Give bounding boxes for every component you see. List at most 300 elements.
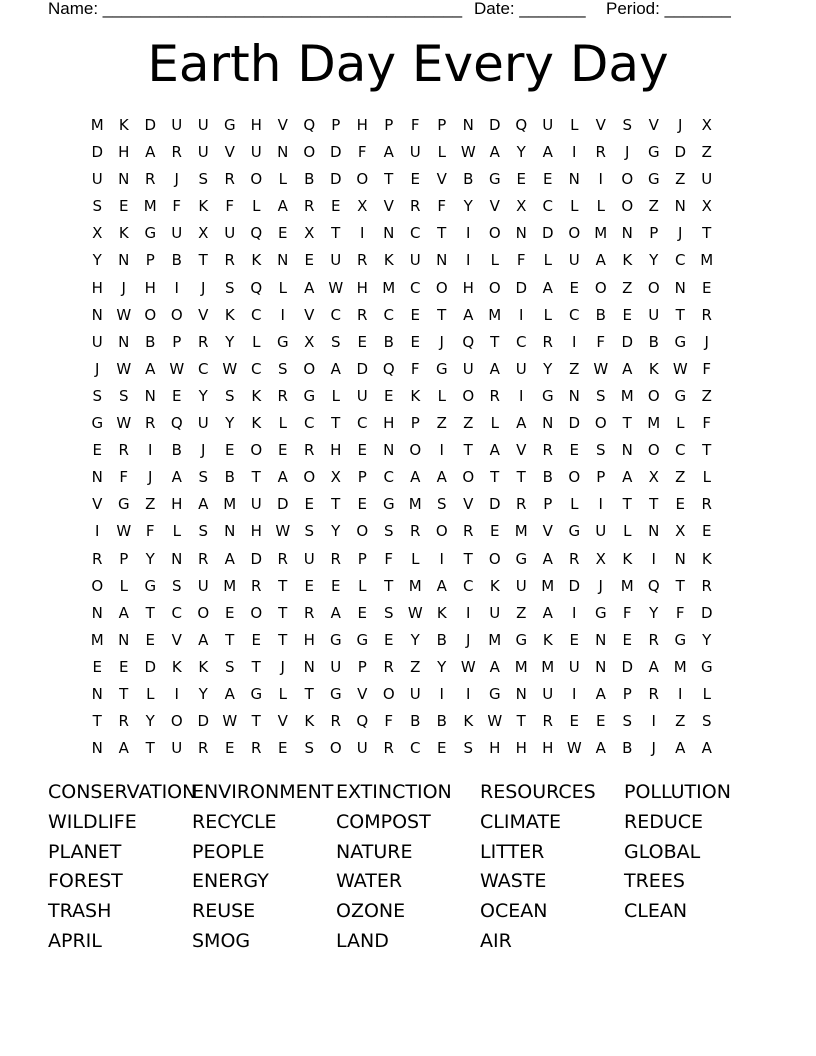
- grid-letter[interactable]: V: [198, 305, 209, 324]
- grid-letter[interactable]: V: [542, 522, 553, 541]
- grid-letter[interactable]: I: [439, 441, 444, 460]
- grid-letter[interactable]: K: [463, 712, 474, 731]
- grid-letter[interactable]: N: [118, 332, 130, 351]
- grid-letter[interactable]: A: [436, 468, 447, 487]
- grid-letter[interactable]: K: [251, 251, 262, 270]
- grid-letter[interactable]: A: [622, 468, 633, 487]
- grid-letter[interactable]: B: [171, 441, 182, 460]
- grid-letter[interactable]: T: [304, 684, 314, 703]
- grid-letter[interactable]: S: [622, 712, 633, 731]
- grid-letter[interactable]: P: [357, 549, 367, 568]
- grid-letter[interactable]: O: [170, 305, 183, 324]
- grid-letter[interactable]: A: [675, 739, 686, 758]
- grid-letter[interactable]: F: [172, 197, 182, 216]
- grid-letter[interactable]: S: [224, 386, 235, 405]
- grid-letter[interactable]: M: [647, 414, 661, 433]
- grid-letter[interactable]: R: [198, 332, 209, 351]
- grid-letter[interactable]: T: [490, 468, 500, 487]
- grid-letter[interactable]: R: [701, 495, 712, 514]
- grid-letter[interactable]: U: [330, 657, 342, 676]
- grid-letter[interactable]: F: [225, 197, 235, 216]
- grid-letter[interactable]: E: [304, 576, 314, 595]
- grid-letter[interactable]: H: [542, 739, 554, 758]
- grid-letter[interactable]: I: [174, 684, 179, 703]
- grid-letter[interactable]: G: [515, 549, 528, 568]
- grid-letter[interactable]: D: [276, 495, 289, 514]
- grid-letter[interactable]: L: [702, 684, 711, 703]
- grid-letter[interactable]: O: [568, 224, 581, 243]
- grid-letter[interactable]: O: [594, 278, 607, 297]
- grid-letter[interactable]: S: [277, 359, 288, 378]
- grid-letter[interactable]: F: [596, 332, 606, 351]
- grid-letter[interactable]: J: [121, 278, 126, 297]
- grid-letter[interactable]: X: [198, 224, 209, 243]
- grid-letter[interactable]: D: [568, 576, 581, 595]
- grid-letter[interactable]: G: [250, 684, 263, 703]
- grid-letter[interactable]: V: [357, 684, 368, 703]
- grid-letter[interactable]: Q: [170, 414, 183, 433]
- grid-letter[interactable]: Q: [250, 278, 263, 297]
- grid-letter[interactable]: P: [410, 414, 420, 433]
- grid-letter[interactable]: B: [463, 170, 474, 189]
- grid-letter[interactable]: A: [224, 684, 235, 703]
- grid-letter[interactable]: I: [572, 684, 577, 703]
- grid-letter[interactable]: E: [543, 170, 553, 189]
- grid-letter[interactable]: N: [224, 522, 236, 541]
- grid-letter[interactable]: W: [672, 359, 688, 378]
- grid-letter[interactable]: K: [701, 549, 712, 568]
- grid-letter[interactable]: L: [543, 305, 552, 324]
- grid-letter[interactable]: D: [515, 278, 528, 297]
- grid-letter[interactable]: U: [462, 359, 474, 378]
- grid-letter[interactable]: A: [410, 468, 421, 487]
- grid-letter[interactable]: L: [570, 197, 579, 216]
- grid-letter[interactable]: R: [383, 657, 394, 676]
- grid-letter[interactable]: R: [542, 712, 553, 731]
- grid-letter[interactable]: A: [383, 143, 394, 162]
- grid-letter[interactable]: W: [328, 278, 344, 297]
- grid-letter[interactable]: G: [674, 630, 687, 649]
- grid-letter[interactable]: W: [169, 359, 185, 378]
- grid-letter[interactable]: V: [171, 630, 182, 649]
- grid-letter[interactable]: U: [595, 522, 607, 541]
- grid-letter[interactable]: E: [225, 441, 235, 460]
- date-field[interactable]: Date: _______: [474, 0, 586, 18]
- grid-letter[interactable]: D: [356, 359, 369, 378]
- grid-letter[interactable]: M: [488, 630, 502, 649]
- grid-letter[interactable]: U: [197, 143, 209, 162]
- grid-letter[interactable]: S: [622, 116, 633, 134]
- grid-letter[interactable]: T: [622, 495, 632, 514]
- grid-letter[interactable]: H: [356, 116, 368, 134]
- grid-letter[interactable]: B: [171, 251, 182, 270]
- grid-letter[interactable]: T: [516, 712, 526, 731]
- grid-letter[interactable]: K: [198, 657, 209, 676]
- grid-letter[interactable]: M: [90, 116, 104, 134]
- grid-letter[interactable]: P: [596, 468, 606, 487]
- grid-letter[interactable]: Z: [701, 386, 712, 405]
- grid-letter[interactable]: U: [250, 495, 262, 514]
- grid-letter[interactable]: A: [595, 739, 606, 758]
- grid-letter[interactable]: N: [277, 143, 289, 162]
- grid-letter[interactable]: B: [542, 468, 553, 487]
- grid-letter[interactable]: E: [437, 739, 447, 758]
- grid-letter[interactable]: G: [144, 576, 157, 595]
- grid-letter[interactable]: W: [460, 657, 476, 676]
- grid-letter[interactable]: K: [171, 657, 182, 676]
- grid-letter[interactable]: A: [145, 143, 156, 162]
- grid-letter[interactable]: J: [625, 143, 630, 162]
- grid-letter[interactable]: U: [489, 603, 501, 622]
- grid-letter[interactable]: E: [331, 197, 341, 216]
- grid-letter[interactable]: P: [172, 332, 182, 351]
- grid-letter[interactable]: A: [277, 468, 288, 487]
- grid-letter[interactable]: S: [595, 441, 606, 460]
- grid-letter[interactable]: N: [568, 386, 580, 405]
- grid-letter[interactable]: P: [649, 224, 659, 243]
- grid-letter[interactable]: O: [303, 143, 316, 162]
- grid-letter[interactable]: E: [304, 495, 314, 514]
- grid-letter[interactable]: R: [330, 549, 341, 568]
- grid-letter[interactable]: J: [95, 359, 100, 378]
- grid-letter[interactable]: I: [466, 251, 471, 270]
- grid-letter[interactable]: D: [329, 170, 342, 189]
- grid-letter[interactable]: C: [569, 305, 580, 324]
- grid-letter[interactable]: M: [514, 657, 528, 676]
- grid-letter[interactable]: U: [91, 170, 103, 189]
- grid-letter[interactable]: Z: [569, 359, 580, 378]
- grid-letter[interactable]: G: [435, 359, 448, 378]
- grid-letter[interactable]: Z: [436, 414, 447, 433]
- grid-letter[interactable]: T: [384, 170, 394, 189]
- grid-letter[interactable]: E: [384, 386, 394, 405]
- grid-letter[interactable]: N: [118, 630, 130, 649]
- grid-letter[interactable]: L: [146, 684, 155, 703]
- grid-letter[interactable]: D: [329, 143, 342, 162]
- grid-letter[interactable]: T: [675, 305, 685, 324]
- grid-letter[interactable]: R: [277, 549, 288, 568]
- grid-letter[interactable]: Z: [675, 468, 686, 487]
- grid-letter[interactable]: T: [702, 224, 712, 243]
- grid-letter[interactable]: T: [251, 712, 261, 731]
- grid-letter[interactable]: H: [250, 522, 262, 541]
- grid-letter[interactable]: K: [622, 251, 633, 270]
- grid-letter[interactable]: B: [436, 712, 447, 731]
- grid-letter[interactable]: R: [516, 495, 527, 514]
- grid-letter[interactable]: J: [174, 170, 179, 189]
- grid-letter[interactable]: U: [515, 576, 527, 595]
- grid-letter[interactable]: R: [595, 143, 606, 162]
- grid-letter[interactable]: U: [91, 332, 103, 351]
- grid-letter[interactable]: T: [437, 305, 447, 324]
- grid-letter[interactable]: F: [384, 712, 394, 731]
- grid-letter[interactable]: N: [674, 197, 686, 216]
- grid-letter[interactable]: E: [278, 224, 288, 243]
- grid-letter[interactable]: J: [678, 116, 683, 134]
- grid-letter[interactable]: V: [516, 441, 527, 460]
- grid-letter[interactable]: H: [356, 278, 368, 297]
- grid-letter[interactable]: E: [410, 170, 420, 189]
- grid-letter[interactable]: W: [460, 143, 476, 162]
- grid-letter[interactable]: U: [197, 576, 209, 595]
- grid-letter[interactable]: S: [224, 278, 235, 297]
- grid-letter[interactable]: O: [568, 468, 581, 487]
- grid-letter[interactable]: Z: [675, 170, 686, 189]
- grid-letter[interactable]: T: [278, 603, 288, 622]
- grid-letter[interactable]: W: [275, 522, 291, 541]
- grid-letter[interactable]: I: [466, 603, 471, 622]
- grid-letter[interactable]: U: [542, 684, 554, 703]
- grid-letter[interactable]: S: [595, 386, 606, 405]
- grid-letter[interactable]: E: [490, 522, 500, 541]
- grid-letter[interactable]: U: [303, 549, 315, 568]
- grid-letter[interactable]: X: [92, 224, 103, 243]
- grid-letter[interactable]: N: [277, 251, 289, 270]
- grid-letter[interactable]: T: [198, 251, 208, 270]
- grid-letter[interactable]: B: [410, 712, 421, 731]
- grid-letter[interactable]: F: [622, 603, 632, 622]
- grid-letter[interactable]: E: [225, 739, 235, 758]
- grid-letter[interactable]: M: [408, 576, 422, 595]
- grid-letter[interactable]: T: [516, 468, 526, 487]
- grid-letter[interactable]: V: [648, 116, 659, 134]
- grid-letter[interactable]: O: [594, 414, 607, 433]
- grid-letter[interactable]: T: [331, 495, 341, 514]
- grid-letter[interactable]: D: [91, 143, 104, 162]
- grid-letter[interactable]: E: [384, 630, 394, 649]
- grid-letter[interactable]: U: [197, 116, 209, 134]
- grid-letter[interactable]: U: [542, 116, 554, 134]
- grid-letter[interactable]: M: [382, 278, 396, 297]
- grid-letter[interactable]: G: [117, 495, 130, 514]
- grid-letter[interactable]: R: [357, 251, 368, 270]
- grid-letter[interactable]: U: [409, 684, 421, 703]
- grid-letter[interactable]: E: [357, 495, 367, 514]
- grid-letter[interactable]: O: [488, 549, 501, 568]
- grid-letter[interactable]: O: [329, 739, 342, 758]
- grid-letter[interactable]: M: [541, 576, 555, 595]
- grid-letter[interactable]: S: [224, 657, 235, 676]
- grid-letter[interactable]: R: [304, 197, 315, 216]
- grid-letter[interactable]: I: [174, 278, 179, 297]
- grid-letter[interactable]: K: [410, 386, 421, 405]
- grid-letter[interactable]: N: [462, 116, 474, 134]
- grid-letter[interactable]: Y: [225, 414, 235, 433]
- grid-letter[interactable]: G: [594, 603, 607, 622]
- grid-letter[interactable]: V: [92, 495, 103, 514]
- grid-letter[interactable]: R: [304, 603, 315, 622]
- grid-letter[interactable]: E: [569, 630, 579, 649]
- grid-letter[interactable]: R: [410, 197, 421, 216]
- grid-letter[interactable]: L: [278, 414, 287, 433]
- grid-letter[interactable]: S: [304, 522, 315, 541]
- grid-letter[interactable]: D: [488, 495, 501, 514]
- grid-letter[interactable]: U: [409, 143, 421, 162]
- grid-letter[interactable]: U: [330, 251, 342, 270]
- grid-letter[interactable]: K: [622, 549, 633, 568]
- grid-letter[interactable]: F: [119, 468, 129, 487]
- grid-letter[interactable]: B: [304, 170, 315, 189]
- grid-letter[interactable]: C: [251, 305, 262, 324]
- grid-letter[interactable]: X: [304, 224, 315, 243]
- grid-letter[interactable]: V: [383, 197, 394, 216]
- grid-letter[interactable]: R: [118, 712, 129, 731]
- grid-letter[interactable]: Z: [410, 657, 421, 676]
- grid-letter[interactable]: X: [304, 332, 315, 351]
- grid-letter[interactable]: J: [280, 657, 285, 676]
- grid-letter[interactable]: X: [675, 522, 686, 541]
- grid-letter[interactable]: K: [542, 630, 553, 649]
- grid-letter[interactable]: B: [595, 305, 606, 324]
- grid-letter[interactable]: R: [145, 170, 156, 189]
- grid-letter[interactable]: G: [568, 522, 581, 541]
- grid-letter[interactable]: L: [623, 522, 632, 541]
- grid-letter[interactable]: H: [330, 441, 342, 460]
- grid-letter[interactable]: R: [542, 441, 553, 460]
- grid-letter[interactable]: H: [303, 630, 315, 649]
- grid-letter[interactable]: J: [439, 332, 444, 351]
- grid-letter[interactable]: Y: [649, 603, 659, 622]
- grid-letter[interactable]: G: [647, 143, 660, 162]
- grid-letter[interactable]: B: [648, 332, 659, 351]
- grid-letter[interactable]: Y: [437, 657, 447, 676]
- grid-letter[interactable]: E: [92, 657, 102, 676]
- grid-letter[interactable]: Y: [516, 143, 526, 162]
- grid-letter[interactable]: W: [407, 603, 423, 622]
- grid-letter[interactable]: L: [278, 684, 287, 703]
- grid-letter[interactable]: Z: [675, 712, 686, 731]
- grid-letter[interactable]: G: [382, 495, 395, 514]
- grid-letter[interactable]: O: [382, 684, 395, 703]
- grid-letter[interactable]: Y: [331, 522, 341, 541]
- grid-letter[interactable]: Y: [463, 197, 473, 216]
- grid-letter[interactable]: W: [116, 359, 132, 378]
- grid-letter[interactable]: T: [251, 657, 261, 676]
- grid-letter[interactable]: L: [278, 278, 287, 297]
- grid-letter[interactable]: K: [118, 224, 129, 243]
- grid-letter[interactable]: P: [145, 251, 155, 270]
- grid-letter[interactable]: N: [303, 657, 315, 676]
- grid-letter[interactable]: J: [678, 224, 683, 243]
- grid-letter[interactable]: W: [116, 305, 132, 324]
- grid-letter[interactable]: O: [462, 468, 475, 487]
- grid-letter[interactable]: E: [410, 332, 420, 351]
- grid-letter[interactable]: C: [198, 359, 209, 378]
- grid-letter[interactable]: S: [436, 495, 447, 514]
- grid-letter[interactable]: T: [649, 495, 659, 514]
- grid-letter[interactable]: N: [91, 305, 103, 324]
- grid-letter[interactable]: G: [700, 657, 713, 676]
- grid-letter[interactable]: T: [278, 576, 288, 595]
- grid-letter[interactable]: R: [410, 522, 421, 541]
- grid-letter[interactable]: X: [357, 197, 368, 216]
- grid-letter[interactable]: L: [437, 386, 446, 405]
- grid-letter[interactable]: H: [250, 116, 262, 134]
- grid-letter[interactable]: D: [144, 116, 157, 134]
- grid-letter[interactable]: B: [383, 332, 394, 351]
- grid-letter[interactable]: N: [542, 414, 554, 433]
- grid-letter[interactable]: D: [250, 549, 263, 568]
- grid-letter[interactable]: Q: [382, 359, 395, 378]
- grid-letter[interactable]: S: [198, 170, 209, 189]
- grid-letter[interactable]: G: [488, 684, 501, 703]
- grid-letter[interactable]: U: [171, 224, 183, 243]
- grid-letter[interactable]: E: [569, 278, 579, 297]
- grid-letter[interactable]: Y: [198, 386, 208, 405]
- grid-letter[interactable]: X: [648, 468, 659, 487]
- grid-letter[interactable]: A: [436, 576, 447, 595]
- grid-letter[interactable]: U: [171, 116, 183, 134]
- grid-letter[interactable]: U: [648, 305, 660, 324]
- grid-letter[interactable]: F: [437, 197, 447, 216]
- grid-letter[interactable]: T: [490, 332, 500, 351]
- grid-letter[interactable]: O: [170, 712, 183, 731]
- grid-letter[interactable]: X: [701, 197, 712, 216]
- grid-letter[interactable]: M: [541, 657, 555, 676]
- grid-letter[interactable]: E: [145, 630, 155, 649]
- grid-letter[interactable]: P: [357, 657, 367, 676]
- grid-letter[interactable]: L: [172, 522, 181, 541]
- grid-letter[interactable]: U: [356, 386, 368, 405]
- grid-letter[interactable]: A: [542, 603, 553, 622]
- grid-letter[interactable]: R: [701, 576, 712, 595]
- grid-letter[interactable]: L: [411, 549, 420, 568]
- grid-letter[interactable]: H: [515, 739, 527, 758]
- grid-letter[interactable]: S: [330, 332, 341, 351]
- grid-letter[interactable]: R: [304, 441, 315, 460]
- grid-letter[interactable]: L: [543, 251, 552, 270]
- grid-letter[interactable]: W: [116, 522, 132, 541]
- grid-letter[interactable]: R: [648, 630, 659, 649]
- grid-letter[interactable]: S: [463, 739, 474, 758]
- grid-letter[interactable]: H: [118, 143, 130, 162]
- grid-letter[interactable]: D: [621, 657, 634, 676]
- grid-letter[interactable]: M: [514, 522, 528, 541]
- grid-letter[interactable]: E: [357, 441, 367, 460]
- grid-letter[interactable]: C: [304, 414, 315, 433]
- grid-letter[interactable]: A: [198, 630, 209, 649]
- grid-letter[interactable]: U: [515, 359, 527, 378]
- grid-letter[interactable]: O: [356, 522, 369, 541]
- grid-letter[interactable]: N: [515, 224, 527, 243]
- grid-letter[interactable]: E: [622, 630, 632, 649]
- grid-letter[interactable]: I: [466, 224, 471, 243]
- grid-letter[interactable]: A: [330, 359, 341, 378]
- grid-letter[interactable]: E: [596, 712, 606, 731]
- grid-letter[interactable]: E: [702, 522, 712, 541]
- grid-letter[interactable]: J: [201, 278, 206, 297]
- grid-letter[interactable]: H: [171, 495, 183, 514]
- grid-letter[interactable]: G: [303, 386, 316, 405]
- grid-letter[interactable]: N: [621, 441, 633, 460]
- grid-letter[interactable]: C: [516, 332, 527, 351]
- grid-letter[interactable]: N: [674, 278, 686, 297]
- grid-letter[interactable]: Z: [648, 197, 659, 216]
- grid-letter[interactable]: T: [622, 414, 632, 433]
- grid-letter[interactable]: Q: [250, 224, 263, 243]
- grid-letter[interactable]: K: [436, 603, 447, 622]
- grid-letter[interactable]: S: [383, 603, 394, 622]
- grid-letter[interactable]: U: [409, 251, 421, 270]
- name-field[interactable]: Name: ______________________________________: [48, 0, 463, 18]
- grid-letter[interactable]: W: [566, 739, 582, 758]
- grid-letter[interactable]: E: [702, 278, 712, 297]
- grid-letter[interactable]: Z: [701, 143, 712, 162]
- grid-letter[interactable]: C: [330, 305, 341, 324]
- grid-letter[interactable]: Q: [356, 712, 369, 731]
- grid-letter[interactable]: B: [224, 468, 235, 487]
- grid-letter[interactable]: O: [621, 197, 634, 216]
